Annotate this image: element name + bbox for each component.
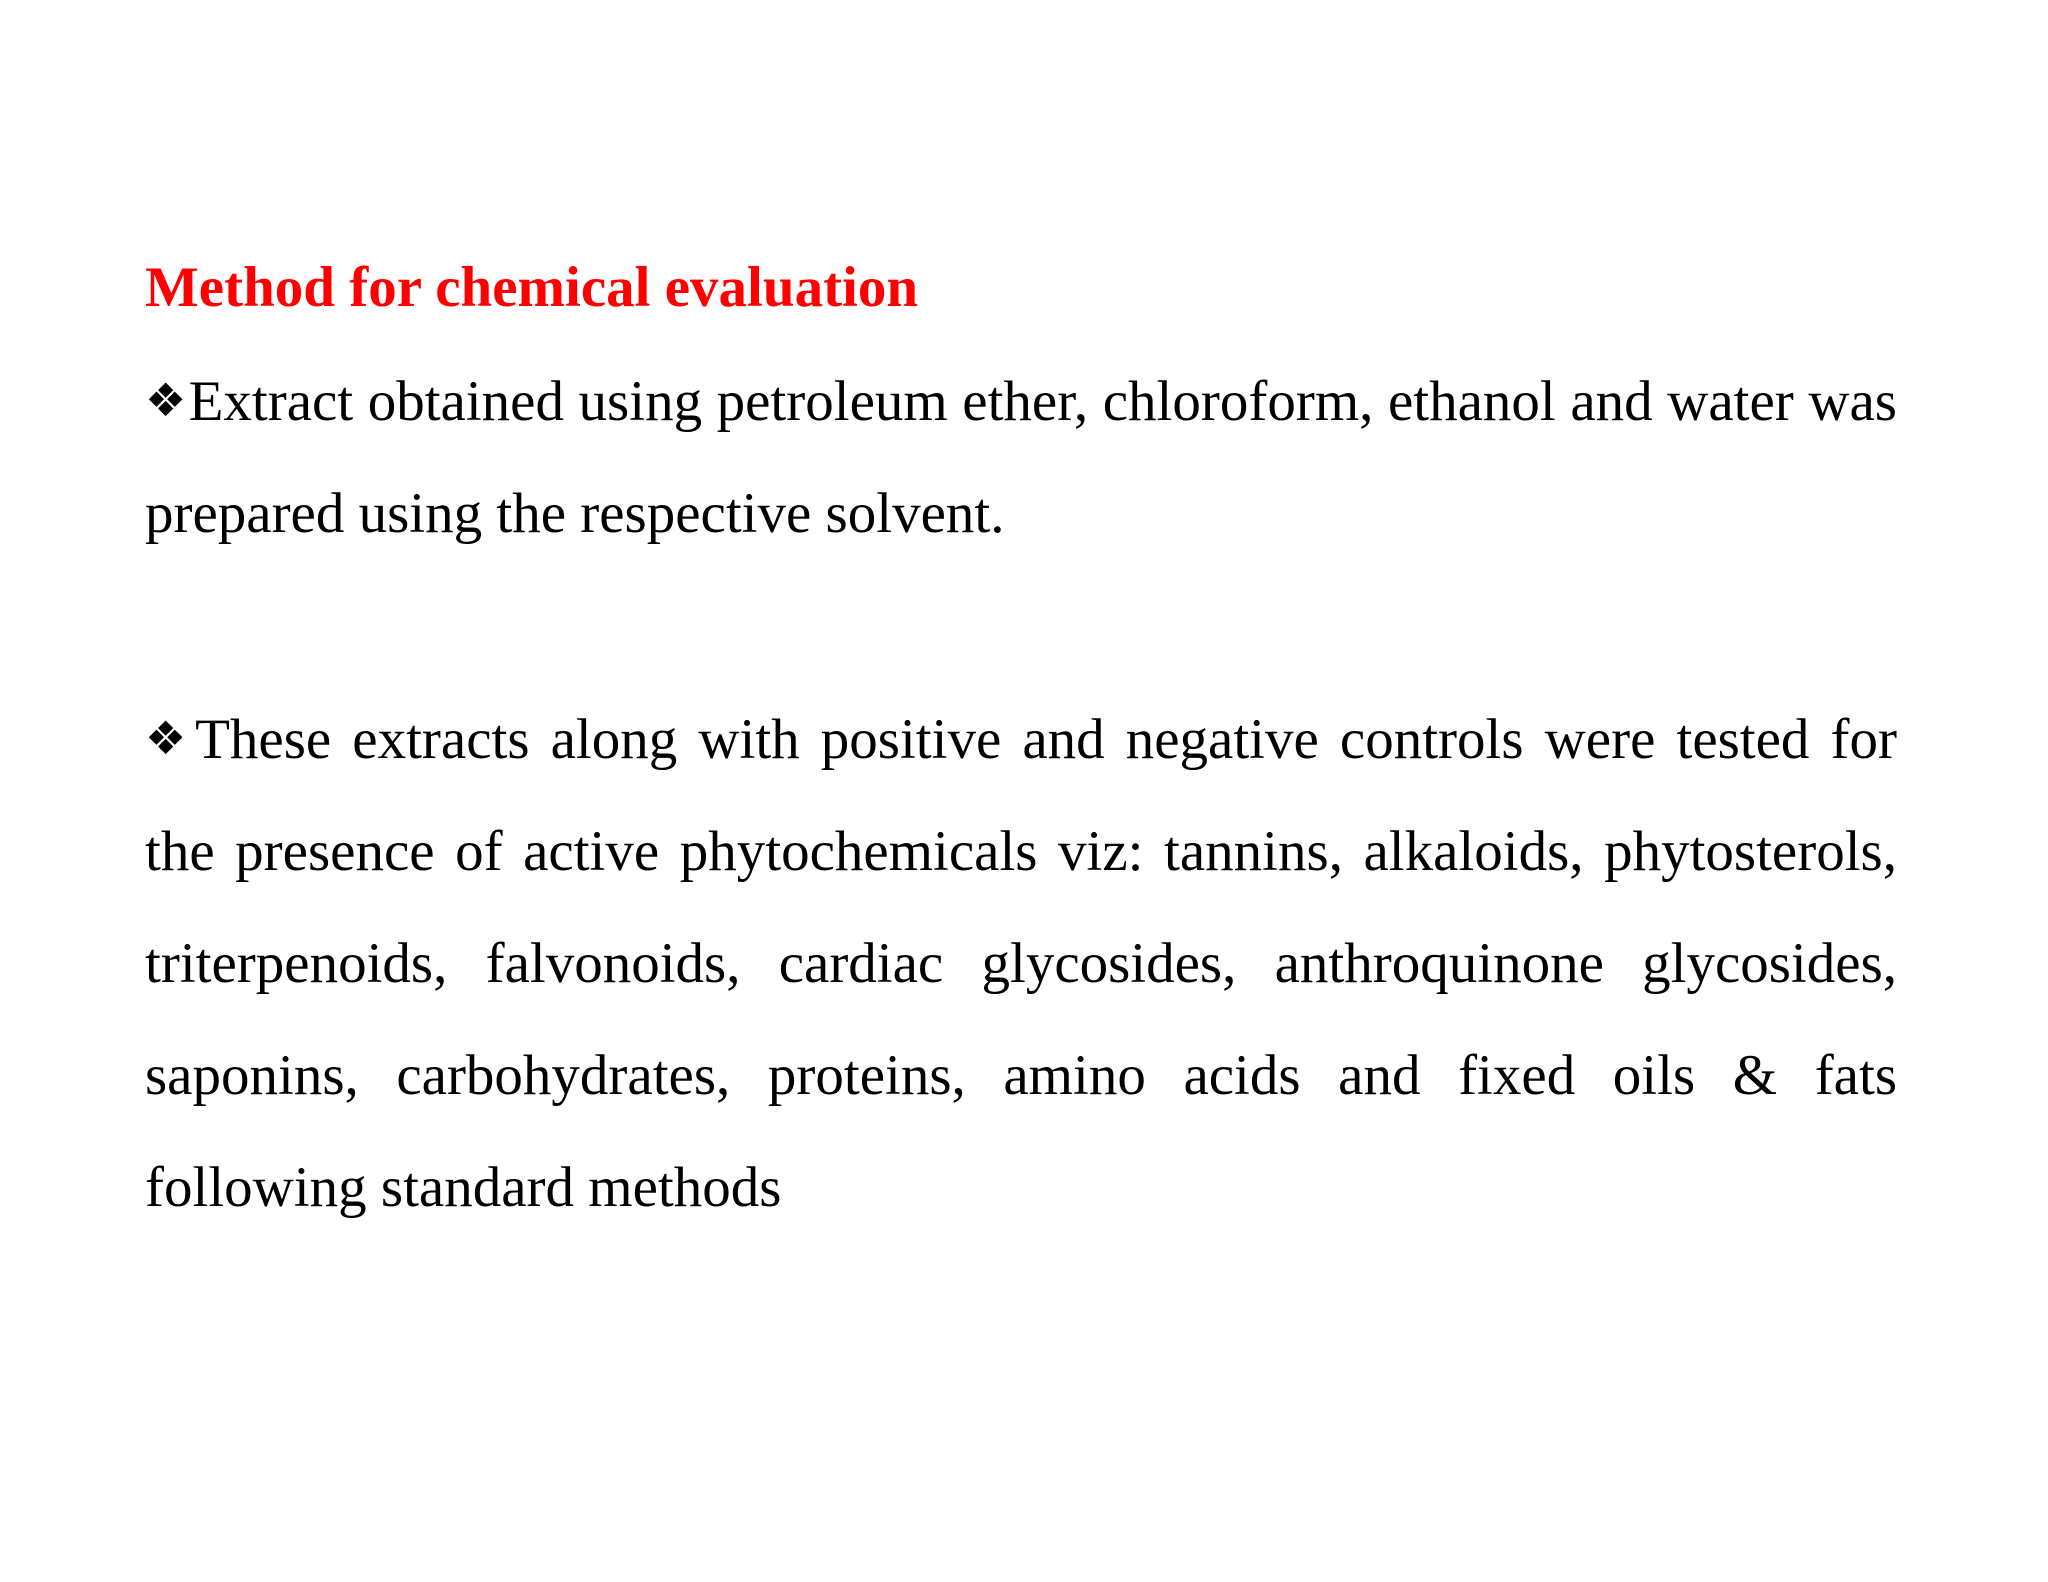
section-heading: Method for chemical evaluation bbox=[145, 256, 919, 319]
four-diamond-bullet-icon: ❖ bbox=[145, 711, 194, 765]
bullet-text: Extract obtained using petroleum ether, chloroform, ethanol and water was prepared using the respective solvent. bbox=[145, 370, 1897, 545]
bullet-paragraph-phytochemicals bbox=[145, 682, 1897, 1244]
bullet-paragraph-extracts bbox=[145, 344, 1897, 570]
bullet-text: These extracts along with positive and negative controls were tested for the presence of active phytochemicals viz: tannins, alkaloids, phytosterols, triterpenoids, falvonoids, cardiac glycosides, anthroquinone glycosides, saponins, carbohydrates, proteins, amino acids and fixed oils & fats following standard methods bbox=[145, 708, 1897, 1219]
four-diamond-bullet-icon: ❖ bbox=[145, 373, 187, 427]
slide-content bbox=[145, 232, 1897, 1244]
